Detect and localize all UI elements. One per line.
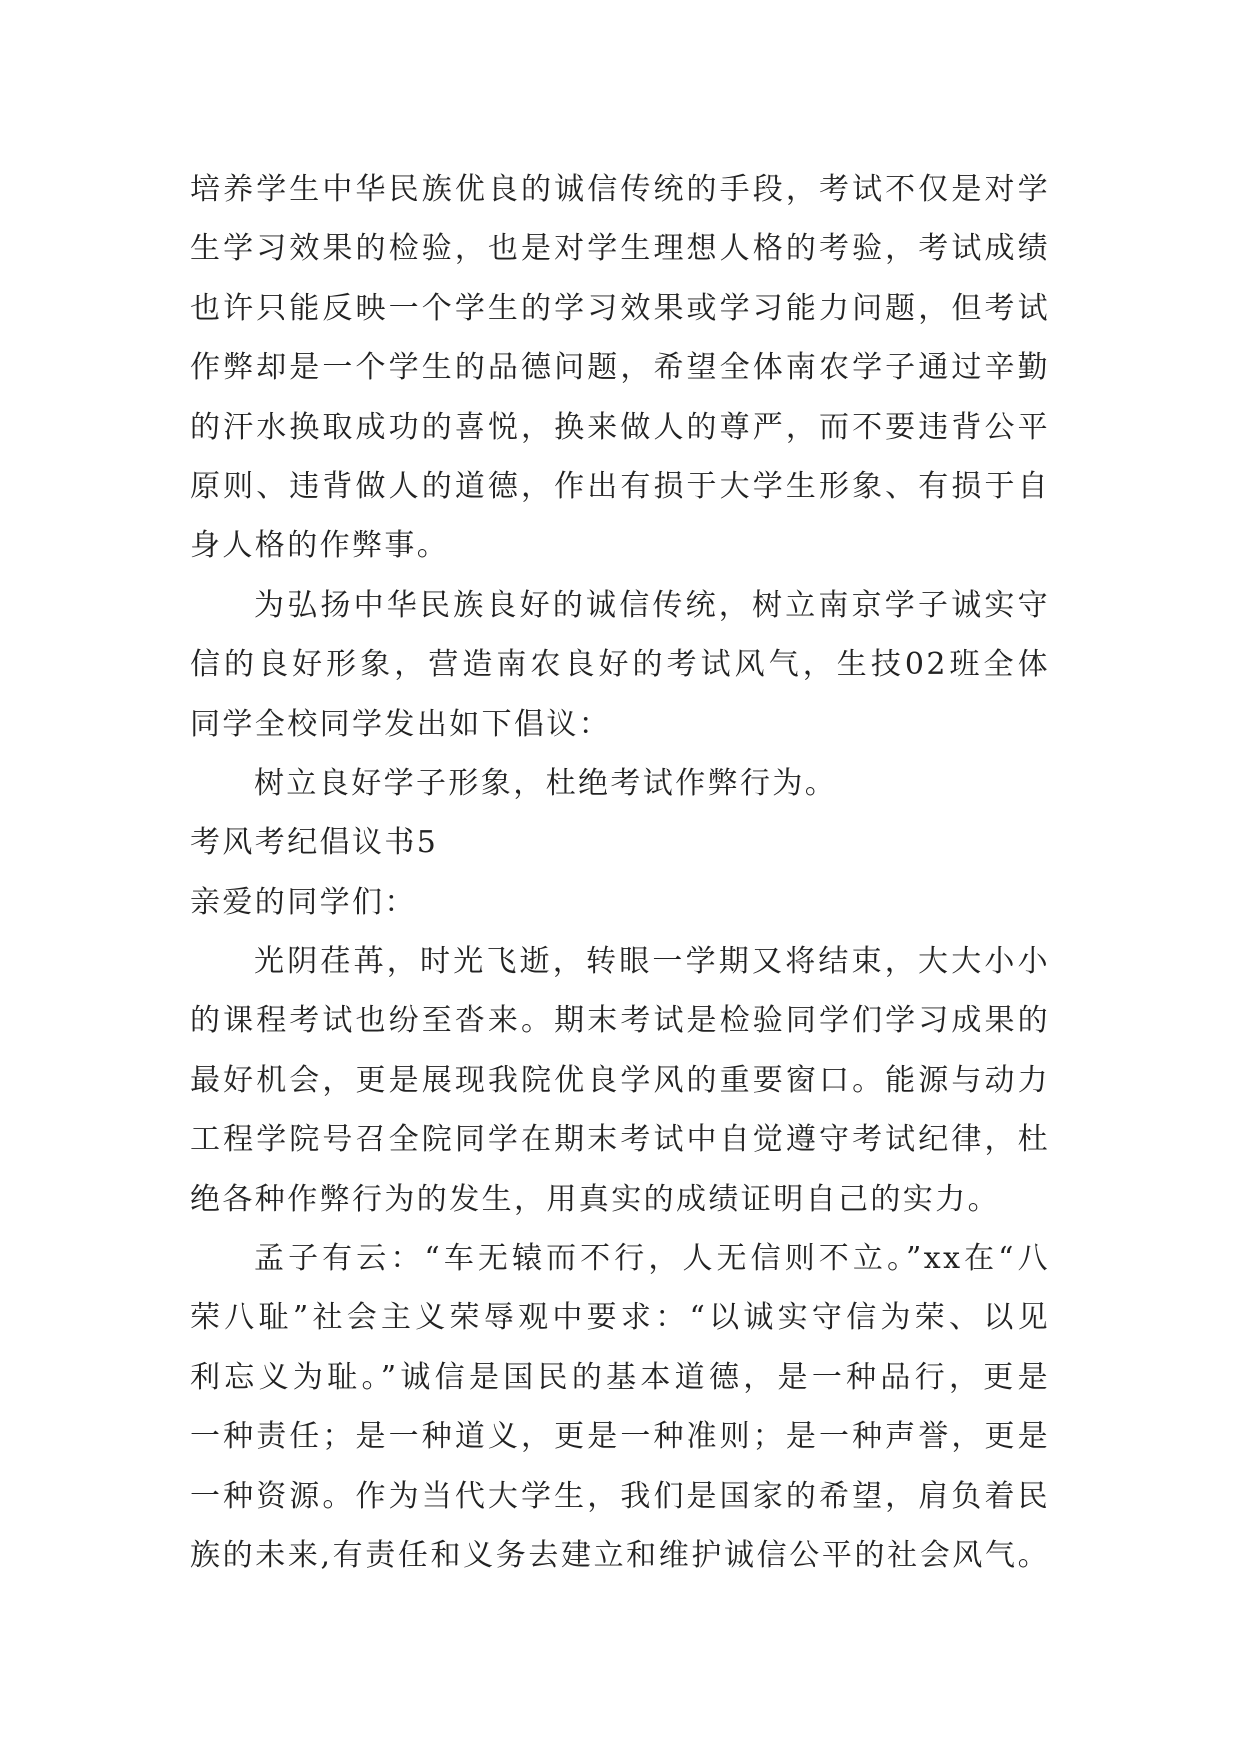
text-line: 绝各种作弊行为的发生，用真实的成绩证明自己的实力。 [190,1181,1000,1217]
text-line: 荣八耻”社会主义荣辱观中要求：“以诚实守信为荣、以见 [190,1300,1050,1336]
text-line: 利忘义为耻。”诚信是国民的基本道德，是一种品行，更是 [190,1359,1050,1395]
section-heading: 考风考纪倡议书5 [190,825,439,861]
text-line: 的课程考试也纷至沓来。期末考试是检验同学们学习成果的 [190,1003,1050,1039]
text-line: 同学全校同学发出如下倡议： [190,706,612,742]
text-line: 身人格的作弊事。 [190,528,450,564]
text-line: 培养学生中华民族优良的诚信传统的手段，考试不仅是对学 [190,172,1050,207]
text-line: 原则、违背做人的道德，作出有损于大学生形象、有损于自 [190,468,1050,504]
text-line: 光阴荏苒，时光飞逝，转眼一学期又将结束，大大小小 [254,944,1050,980]
text-line: 最好机会，更是展现我院优良学风的重要窗口。能源与动力 [190,1062,1050,1098]
text-line: 也许只能反映一个学生的学习效果或学习能力问题，但考试 [190,290,1050,326]
text-line: 族的未来,有责任和义务去建立和维护诚信公平的社会风气。 [190,1537,1050,1573]
text-line: 树立良好学子形象，杜绝考试作弊行为。 [254,765,838,801]
salutation: 亲爱的同学们： [190,884,417,920]
text-line: 一种资源。作为当代大学生，我们是国家的希望，肩负着民 [190,1478,1050,1514]
text-line: 为弘扬中华民族良好的诚信传统，树立南京学子诚实守 [254,587,1050,623]
document-body [190,160,1050,1585]
text-line: 工程学院号召全院同学在期末考试中自觉遵守考试纪律，杜 [190,1122,1050,1158]
text-line: 作弊却是一个学生的品德问题，希望全体南农学子通过辛勤 [190,350,1050,386]
text-line: 一种责任；是一种道义，更是一种准则；是一种声誉，更是 [190,1419,1050,1455]
text-line: 生学习效果的检验，也是对学生理想人格的考验，考试成绩 [190,231,1050,267]
text-line: 孟子有云：“车无辕而不行，人无信则不立。”xx在“八 [254,1241,1050,1277]
text-line: 的汗水换取成功的喜悦，换来做人的尊严，而不要违背公平 [190,409,1050,445]
text-line: 信的良好形象，营造南农良好的考试风气，生技02班全体 [190,647,1050,683]
